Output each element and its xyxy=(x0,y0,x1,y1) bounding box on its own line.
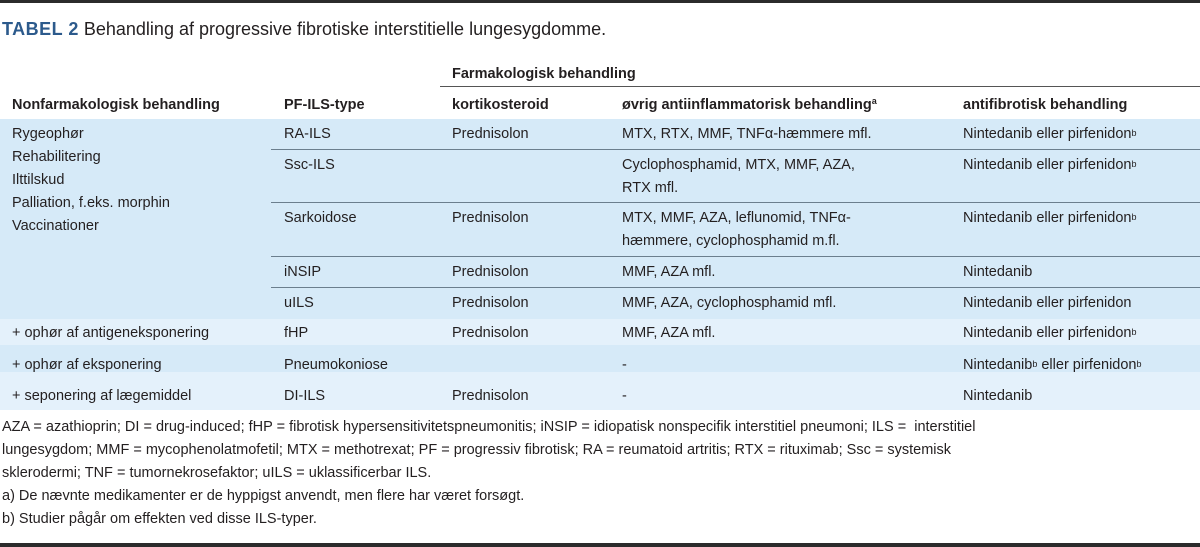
cortico-cell: Prednisolon xyxy=(452,126,529,142)
table-caption xyxy=(2,19,606,40)
cortico-cell: Prednisolon xyxy=(452,325,529,341)
other-cell xyxy=(622,207,851,253)
table-title: Behandling af progressive fibrotiske interstitielle lungesygdomme. xyxy=(83,19,607,39)
nonpharma-cell: + ophør af eksponering xyxy=(12,357,162,373)
type-cell: Ssc-ILS xyxy=(284,157,335,173)
nonpharma-item: Ilttilskud xyxy=(12,172,65,188)
cortico-cell: Prednisolon xyxy=(452,295,529,311)
other-cell: - xyxy=(622,357,627,373)
row-divider xyxy=(271,202,1200,203)
group-header-rule xyxy=(440,86,1200,87)
footnote-marker-b: b xyxy=(1131,212,1137,222)
footnote-marker-b: b xyxy=(1032,359,1038,369)
antifib-cell xyxy=(963,154,1137,177)
bottom-rule xyxy=(0,543,1200,547)
other-cell: MMF, AZA mfl. xyxy=(622,325,716,341)
other-cell: MMF, AZA mfl. xyxy=(622,264,716,280)
other-cell xyxy=(622,154,855,200)
type-cell: RA-ILS xyxy=(284,126,331,142)
footnote-marker-b: b xyxy=(1131,159,1137,169)
antifib-cell: Nintedanib xyxy=(963,264,1033,280)
table-label: TABEL 2 xyxy=(2,19,79,39)
nonpharma-item: Vaccinationer xyxy=(12,218,99,234)
antifib-cell xyxy=(963,207,1137,230)
antifib-cell: Nintedanib eller pirfenidon xyxy=(963,295,1132,311)
nonpharma-item: Rehabilitering xyxy=(12,149,101,165)
col-header-antifibrotic: antifibrotisk behandling xyxy=(963,97,1128,113)
footnote-line: lungesygdom; MMF = mycophenolatmofetil; MTX = methotrexat; PF = progressiv fibrotisk; RA = reumatoid artritis; RTX = rituximab; Ssc = systemisk xyxy=(2,442,952,458)
type-cell: uILS xyxy=(284,295,314,311)
other-line: RTX mfl. xyxy=(622,180,679,196)
nonpharma-common-list xyxy=(12,123,170,238)
other-cell: - xyxy=(622,388,627,404)
nonpharma-cell: + seponering af lægemiddel xyxy=(12,388,192,404)
other-cell: MTX, RTX, MMF, TNFα-hæmmere mfl. xyxy=(622,126,872,142)
type-cell: DI-ILS xyxy=(284,388,326,404)
cortico-cell: Prednisolon xyxy=(452,210,529,226)
type-cell: Sarkoidose xyxy=(284,210,357,226)
type-cell: iNSIP xyxy=(284,264,322,280)
footnote-marker-b: b xyxy=(1136,359,1142,369)
nonpharma-item: Rygeophør xyxy=(12,126,84,142)
footnote-marker-b: b xyxy=(1131,128,1137,138)
row-divider xyxy=(271,256,1200,257)
type-cell: fHP xyxy=(284,325,309,341)
col-header-type: PF-ILS-type xyxy=(284,97,365,113)
other-line: Cyclophosphamid, MTX, MMF, AZA, xyxy=(622,157,855,173)
antifib-text: Nintedanib xyxy=(963,357,1033,373)
top-rule xyxy=(0,0,1200,3)
nonpharma-item: Palliation, f.eks. morphin xyxy=(12,195,170,211)
antifib-text: Nintedanib eller pirfenidon xyxy=(963,157,1132,173)
row-divider xyxy=(271,287,1200,288)
antifib-text: Nintedanib eller pirfenidon xyxy=(963,126,1132,142)
other-cell: MMF, AZA, cyclophosphamid mfl. xyxy=(622,295,837,311)
col-header-nonpharma: Nonfarmakologisk behandling xyxy=(12,97,220,113)
col-header-other-label: øvrig antiinflammatorisk behandling xyxy=(622,97,872,113)
cortico-cell: Prednisolon xyxy=(452,264,529,280)
footnote-a: a) De nævnte medikamenter er de hyppigst anvendt, men flere har været forsøgt. xyxy=(2,488,525,504)
footnote-marker-a: a xyxy=(871,96,877,106)
antifib-cell: Nintedanib xyxy=(963,388,1033,404)
type-cell: Pneumokoniose xyxy=(284,357,388,373)
row-divider xyxy=(271,149,1200,150)
antifib-cell xyxy=(963,123,1137,146)
other-line: MTX, MMF, AZA, leflunomid, TNFα- xyxy=(622,210,851,226)
antifib-cell xyxy=(963,354,1142,377)
col-header-other-antiinflammatory xyxy=(622,97,877,113)
footnote-line: sklerodermi; TNF = tumornekrosefaktor; uILS = uklassificerbar ILS. xyxy=(2,465,432,481)
antifib-text: eller pirfenidon xyxy=(1037,357,1137,373)
footnote-b: b) Studier pågår om effekten ved disse ILS-typer. xyxy=(2,511,317,527)
footnote-line: AZA = azathioprin; DI = drug-induced; fHP = fibrotisk hypersensitivitetspneumonitis; iNSIP = idiopatisk nonspecifik interstitiel pneumoni; ILS = interstitiel xyxy=(2,419,976,435)
antifib-text: Nintedanib eller pirfenidon xyxy=(963,325,1132,341)
cortico-cell: Prednisolon xyxy=(452,388,529,404)
antifib-cell xyxy=(963,322,1137,345)
nonpharma-cell: + ophør af antigeneksponering xyxy=(12,325,210,341)
other-line: hæmmere, cyclophosphamid m.fl. xyxy=(622,233,840,249)
footnote-abbreviations xyxy=(2,416,975,531)
antifib-text: Nintedanib eller pirfenidon xyxy=(963,210,1132,226)
group-header-pharmacological: Farmakologisk behandling xyxy=(452,66,636,82)
footnote-marker-b: b xyxy=(1131,327,1137,337)
col-header-corticosteroid: kortikosteroid xyxy=(452,97,549,113)
